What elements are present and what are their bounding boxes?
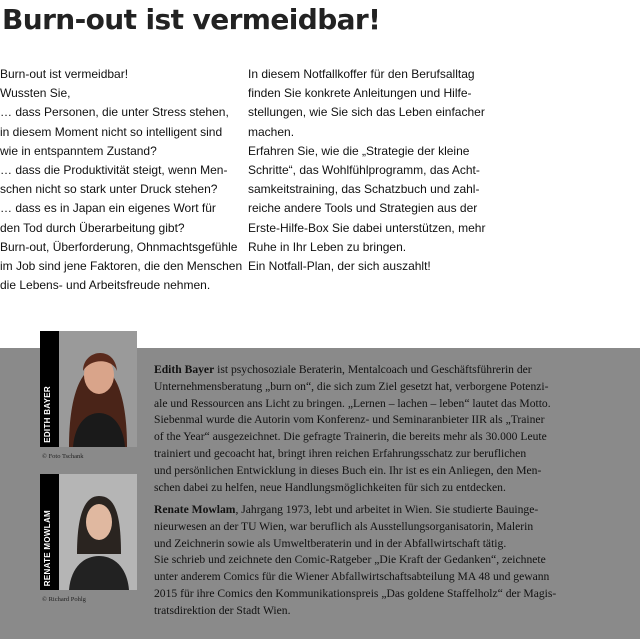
name-strip bbox=[40, 331, 59, 447]
text-line: wie in entspanntem Zustand? bbox=[0, 143, 157, 158]
text-line: tratsdirektion der Stadt Wien. bbox=[154, 603, 291, 617]
text-line: reiche andere Tools und Strategien aus der bbox=[248, 201, 478, 216]
text-line: im Job sind jene Faktoren, die den Menschen bbox=[0, 259, 243, 274]
text-line: machen. bbox=[248, 124, 295, 139]
author-name-label: RENATE MOWLAM bbox=[43, 509, 52, 586]
text-line: in diesem Moment nicht so intelligent sind bbox=[0, 124, 223, 139]
author-name: Renate Mowlam bbox=[154, 503, 236, 516]
text-line: Burn-out ist vermeidbar! bbox=[0, 67, 129, 81]
text-line: stellungen, wie Sie sich das Leben einfacher bbox=[248, 105, 485, 120]
portrait-image bbox=[59, 331, 137, 447]
text-line: unter anderem Comics für die Wiener Abfallwirtschaftsabteilung MA 48 und gewann bbox=[154, 570, 550, 584]
text-line bbox=[154, 502, 634, 519]
text-line: Wussten Sie, bbox=[0, 86, 71, 101]
text-line: ale und Ressourcen ans Licht zu bringen. „Lernen – lachen – leben“ lautet das Motto. bbox=[154, 396, 551, 410]
text-line: Sie schrieb und zeichnete den Comic-Ratgeber „Die Kraft der Gedanken“, zeichnete bbox=[154, 553, 546, 567]
author-name-label: EDITH BAYER bbox=[43, 386, 52, 443]
intro-column-right bbox=[248, 65, 488, 276]
text-line: Unternehmensberatung „burn on“, die sich zum Ziel gesetzt hat, verborgene Potenzi- bbox=[154, 379, 549, 393]
text-line: Schritte“, das Wohlfühlprogramm, das Acht- bbox=[248, 163, 480, 178]
text-line: die Lebens- und Arbeitsfreude nehmen. bbox=[0, 278, 211, 293]
page-title: Burn-out ist vermeidbar! bbox=[2, 3, 381, 36]
author-photo-renate-mowlam bbox=[40, 474, 137, 590]
text-line: und Zeichnerin sowie als Umweltberaterin und in der Abfallwirtschaft tätig. bbox=[154, 536, 507, 550]
text-line: nieurwesen an der TU Wien, war beruflich als Ausstellungsorganisatorin, Malerin bbox=[154, 519, 534, 533]
portrait-image bbox=[59, 474, 137, 590]
text-line: Erfahren Sie, wie die „Strategie der kleine bbox=[248, 143, 470, 158]
text-line: … dass Personen, die unter Stress stehen, bbox=[0, 105, 229, 120]
text-line: Ein Notfall-Plan, der sich auszahlt! bbox=[248, 259, 431, 274]
text-line: Burn-out, Überforderung, Ohnmachtsgefühle bbox=[0, 239, 238, 254]
photo-credit: © Richard Pohlg bbox=[42, 596, 86, 603]
bio-text: , Jahrgang 1973, lebt und arbeitet in Wien. Sie studierte Bauinge- bbox=[235, 503, 539, 516]
intro-column-left bbox=[0, 65, 243, 295]
bio-text: ist psychosoziale Beraterin, Mentalcoach und Geschäftsführerin der bbox=[214, 363, 532, 376]
text-line: den Tod durch Überarbeitung gibt? bbox=[0, 220, 185, 235]
text-line: Erste-Hilfe-Box Sie dabei unterstützen, mehr bbox=[248, 220, 486, 235]
author-photo-edith-bayer bbox=[40, 331, 137, 447]
text-line: of the Year“ ausgezeichnet. Die gefragte Trainerin, die bereits mehr als 30.000 Leute bbox=[154, 430, 547, 444]
text-line: schen dabei zu helfen, neue Handlungsmöglichkeiten für sich zu entdecken. bbox=[154, 480, 506, 494]
text-line: finden Sie konkrete Anleitungen und Hilfe- bbox=[248, 86, 472, 101]
text-line: samkeitstraining, das Schatzbuch und zahl- bbox=[248, 182, 480, 197]
author-name: Edith Bayer bbox=[154, 363, 215, 376]
text-line: schen nicht so stark unter Druck stehen? bbox=[0, 182, 218, 197]
text-line: Ruhe in Ihr Leben zu bringen. bbox=[248, 239, 407, 254]
text-line: … dass die Produktivität steigt, wenn Men- bbox=[0, 163, 228, 178]
photo-credit: © Foto Tschank bbox=[42, 453, 84, 460]
name-strip bbox=[40, 474, 59, 590]
author-bio-renate-mowlam bbox=[154, 502, 634, 620]
text-line: Siebenmal wurde die Autorin vom Konferenz- und Seminaranbieter IIR als „Trainer bbox=[154, 413, 545, 427]
text-line: … dass es in Japan ein eigenes Wort für bbox=[0, 201, 216, 216]
author-bio-edith-bayer bbox=[154, 362, 634, 496]
text-line: trainiert und gecoacht hat, bringt ihren reichen Erfahrungsschatz zur beruflichen bbox=[154, 446, 527, 460]
text-line: und persönlichen Entwicklung in dieses Buch ein. Ihr ist es ein Anliegen, den Men- bbox=[154, 463, 542, 477]
text-line: In diesem Notfallkoffer für den Berufsalltag bbox=[248, 67, 475, 81]
text-line: 2015 für ihre Comics den Kommunikationspreis „Das goldene Staffelholz“ der Magis- bbox=[154, 586, 557, 600]
text-line bbox=[154, 362, 634, 379]
